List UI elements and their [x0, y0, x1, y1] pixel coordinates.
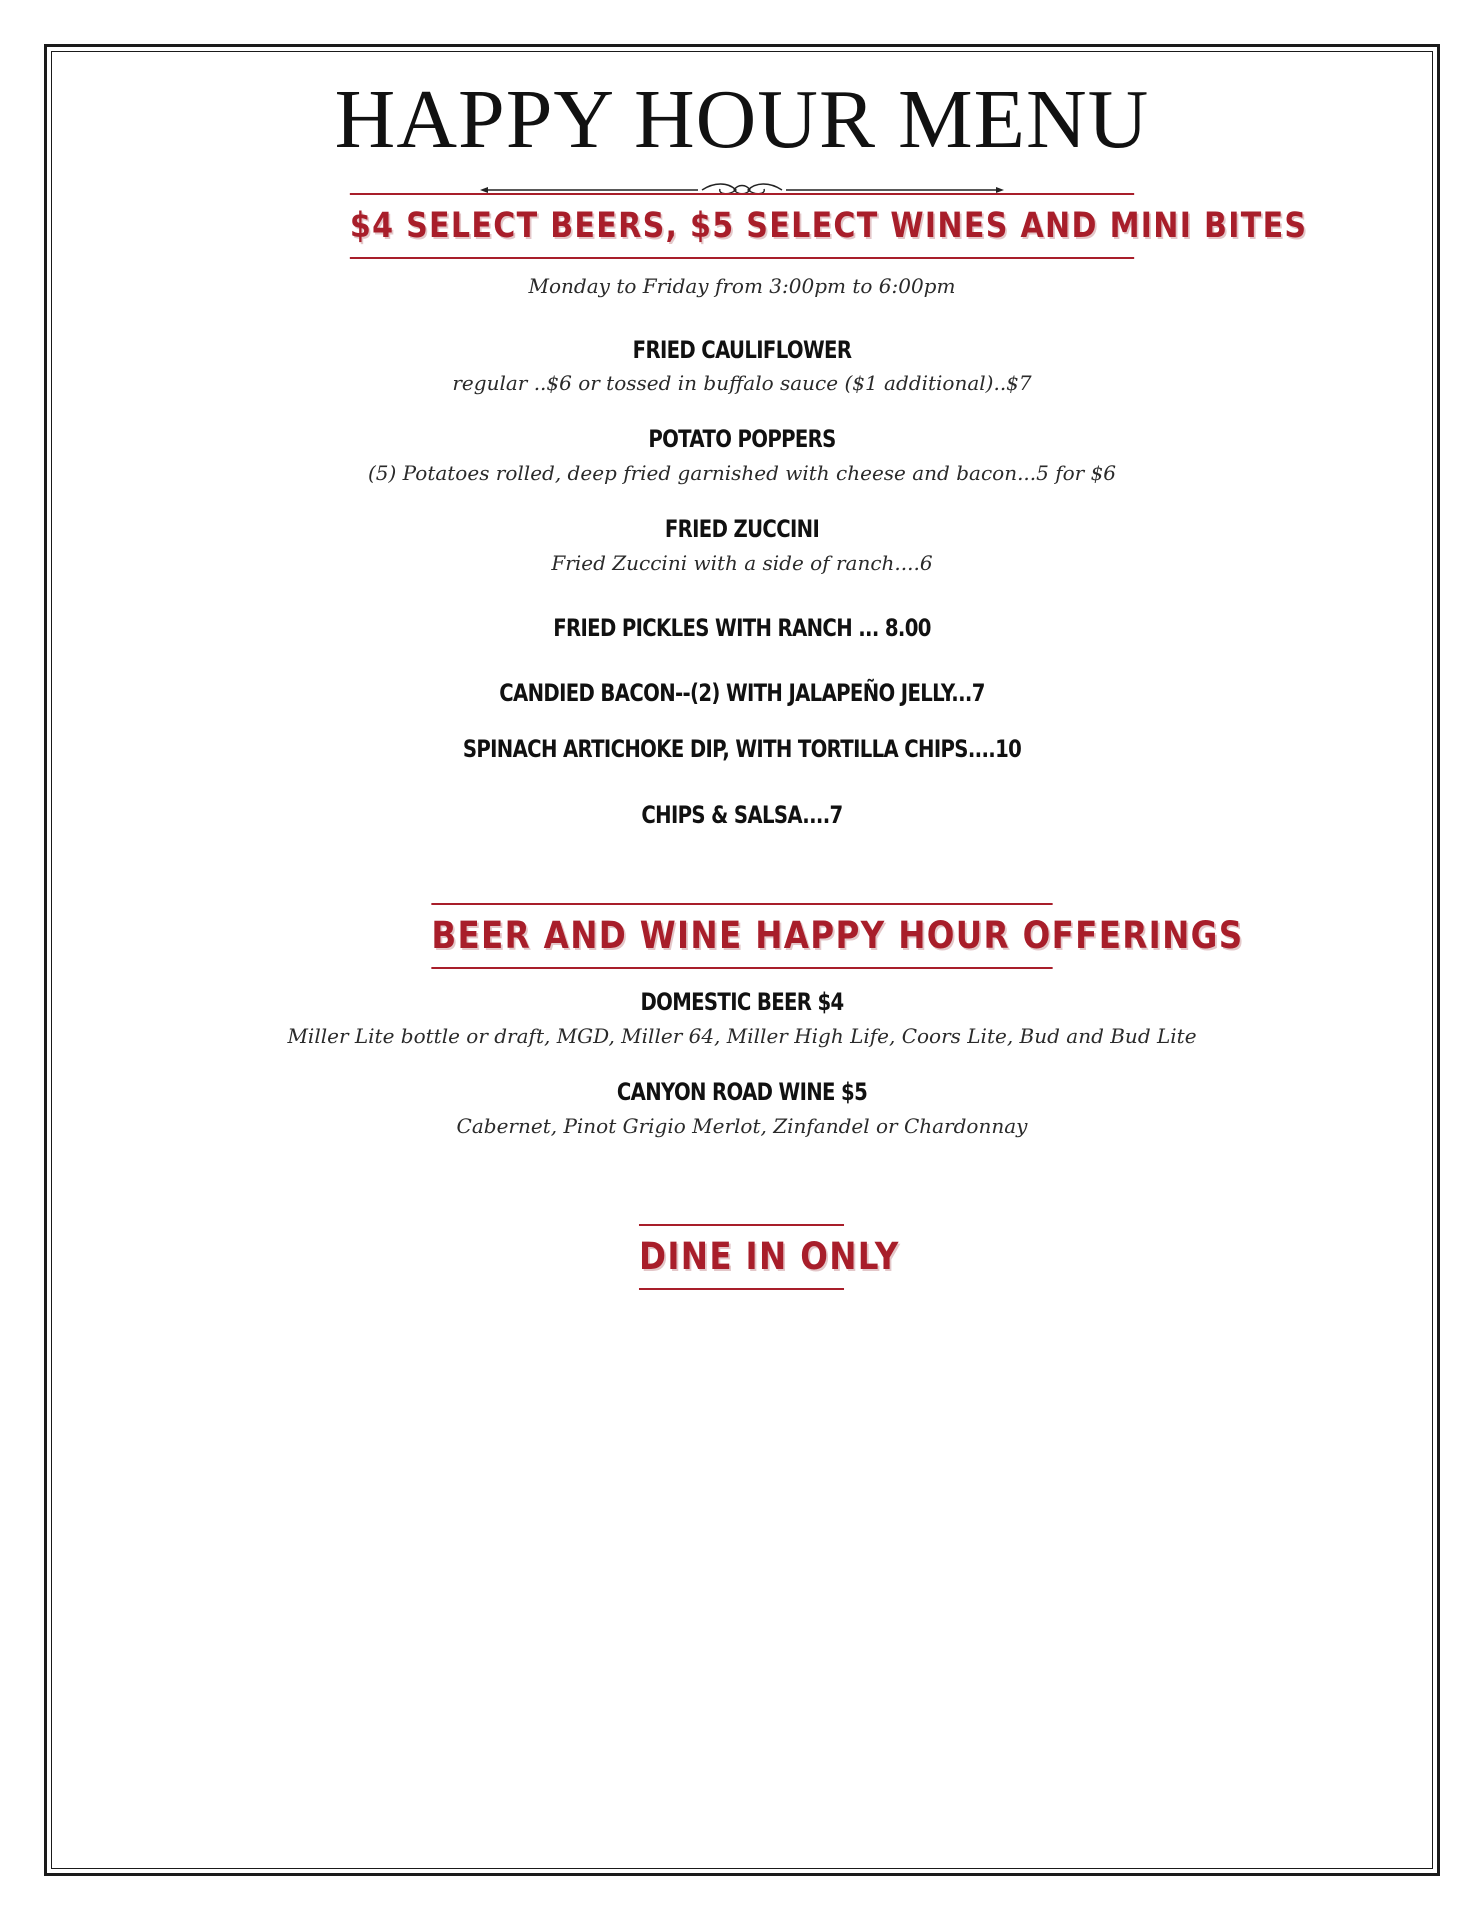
menu-item-name: CANDIED BACON--(2) WITH JALAPEÑO JELLY...7 [499, 679, 985, 707]
menu-item-description: Miller Lite bottle or draft, MGD, Miller 64, Miller High Life, Coors Lite, Bud and Bud Lite [287, 1024, 1197, 1048]
menu-item-name: FRIED CAULIFLOWER [632, 336, 852, 364]
menu-item-description: (5) Potatoes rolled, deep fried garnished with cheese and bacon...5 for $6 [367, 461, 1117, 485]
menu-item-name: DOMESTIC BEER $4 [640, 988, 844, 1016]
menu-item-description: Cabernet, Pinot Grigio Merlot, Zinfandel or Chardonnay [456, 1114, 1028, 1138]
menu-item-description: regular ..$6 or tossed in buffalo sauce ($1 additional)..$7 [452, 371, 1032, 395]
menu-item-name: CANYON ROAD WINE $5 [616, 1078, 868, 1106]
section-heading-mini-bites: $4 SELECT BEERS, $5 SELECT WINES AND MINI BITES [350, 193, 1134, 259]
menu-item-name: SPINACH ARTICHOKE DIP, WITH TORTILLA CHIPS....10 [462, 735, 1022, 763]
menu-item-name: POTATO POPPERS [648, 425, 836, 453]
schedule-text: Monday to Friday from 3:00pm to 6:00pm [528, 274, 956, 298]
section-heading-dine-in: DINE IN ONLY [639, 1224, 844, 1290]
section-heading-beer-wine: BEER AND WINE HAPPY HOUR OFFERINGS [431, 903, 1052, 969]
menu-item-name: FRIED ZUCCINI [664, 515, 820, 543]
menu-item-name: CHIPS & SALSA....7 [641, 801, 843, 829]
menu-item-name: FRIED PICKLES WITH RANCH ... 8.00 [553, 614, 931, 642]
menu-title: HAPPY HOUR MENU [334, 73, 1150, 166]
menu-item-description: Fried Zuccini with a side of ranch....6 [551, 551, 933, 575]
